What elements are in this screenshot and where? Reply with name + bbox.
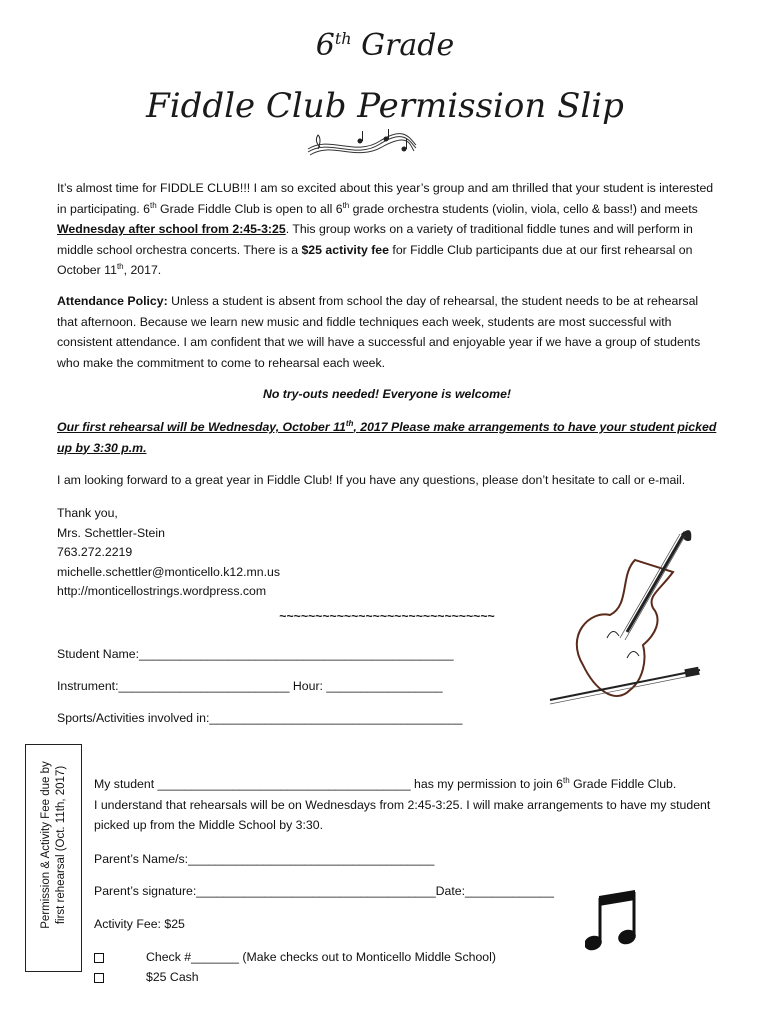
fee-due-text: Permission & Activity Fee due by first rehearsal (Oct. 11th, 2017): [40, 761, 67, 929]
no-tryouts-notice: No try-outs needed! Everyone is welcome!: [262, 387, 512, 401]
cash-checkbox[interactable]: [94, 973, 104, 983]
thanks-text: Thank you,: [57, 506, 118, 520]
website-link[interactable]: http://monticellostrings.wordpress.com: [57, 584, 267, 598]
divider: ~~~~~~~~~~~~~~~~~~~~~~~~~~~~~~: [279, 609, 495, 623]
music-note-icon: [585, 886, 645, 956]
title-grade: 6th Grade: [315, 28, 455, 63]
student-name-field[interactable]: Student Name:______________________________________________: [57, 647, 454, 661]
sports-activities-field[interactable]: Sports/Activities involved in:_____________________________________: [57, 711, 463, 725]
check-checkbox[interactable]: [94, 953, 104, 963]
title-permission-slip: Fiddle Club Permission Slip: [146, 86, 624, 126]
check-option[interactable]: Check #_______ (Make checks out to Monticello Middle School): [94, 947, 724, 968]
email-link[interactable]: michelle.schettler@monticello.k12.mn.us: [57, 564, 280, 579]
instrument-hour-field[interactable]: Instrument:_________________________ Hour: _________________: [57, 679, 443, 693]
first-rehearsal-notice: Our first rehearsal will be Wednesday, October 11th, 2017 Please make arrangements to have your student picked up by 3:30 p.m.: [57, 418, 717, 455]
fee-due-box: [25, 744, 82, 972]
parents-signature-field[interactable]: Parent’s signature:___________________________________Date:_____________: [94, 884, 554, 898]
permission-statement: My student _____________________________________ has my permission to join 6th Grade Fiddle Club. I understand that rehearsals will be on Wednesdays from 2:45-3:25. I will make arrangements to have my student picked up from the Middle School by 3:30.: [94, 775, 711, 832]
teacher-name: Mrs. Schettler-Stein: [57, 525, 165, 540]
parents-name-field[interactable]: Parent’s Name/s:____________________________________: [94, 852, 435, 866]
cash-option[interactable]: $25 Cash: [94, 967, 724, 988]
violin-icon: [535, 520, 705, 720]
phone-number: 763.272.2219: [57, 545, 133, 559]
closing-sentence: I am looking forward to a great year in Fiddle Club! If you have any questions, please don’t hesitate to call or e-mail.: [57, 473, 686, 487]
activity-fee-text: Activity Fee: $25: [94, 917, 185, 931]
intro-paragraph: It’s almost time for FIDDLE CLUB!!! I am so excited about this year’s group and am thrilled that your student is interested in participating. 6th Grade Fiddle Club is open to all 6th grade orchestra students (violin, viola, cello & bass!) and meets Wednesday after school from 2:45-3:25. This group works on a variety of traditional fiddle tunes and will perform in middle school orchestra concerts. There is a $25 activity fee for Fiddle Club participants due at our first rehearsal on October 11th, 2017.: [57, 181, 714, 277]
music-staff-flourish-icon: [300, 127, 420, 163]
attendance-policy: Attendance Policy: Unless a student is absent from school the day of rehearsal, the student needs to be at rehearsal that afternoon. Because we learn new music and fiddle techniques each week, students are most successful with consistent attendance. I am confident that we will have a successful and enjoyable year if we have a group of students who make the commitment to come to rehearsal each week.: [57, 294, 701, 370]
